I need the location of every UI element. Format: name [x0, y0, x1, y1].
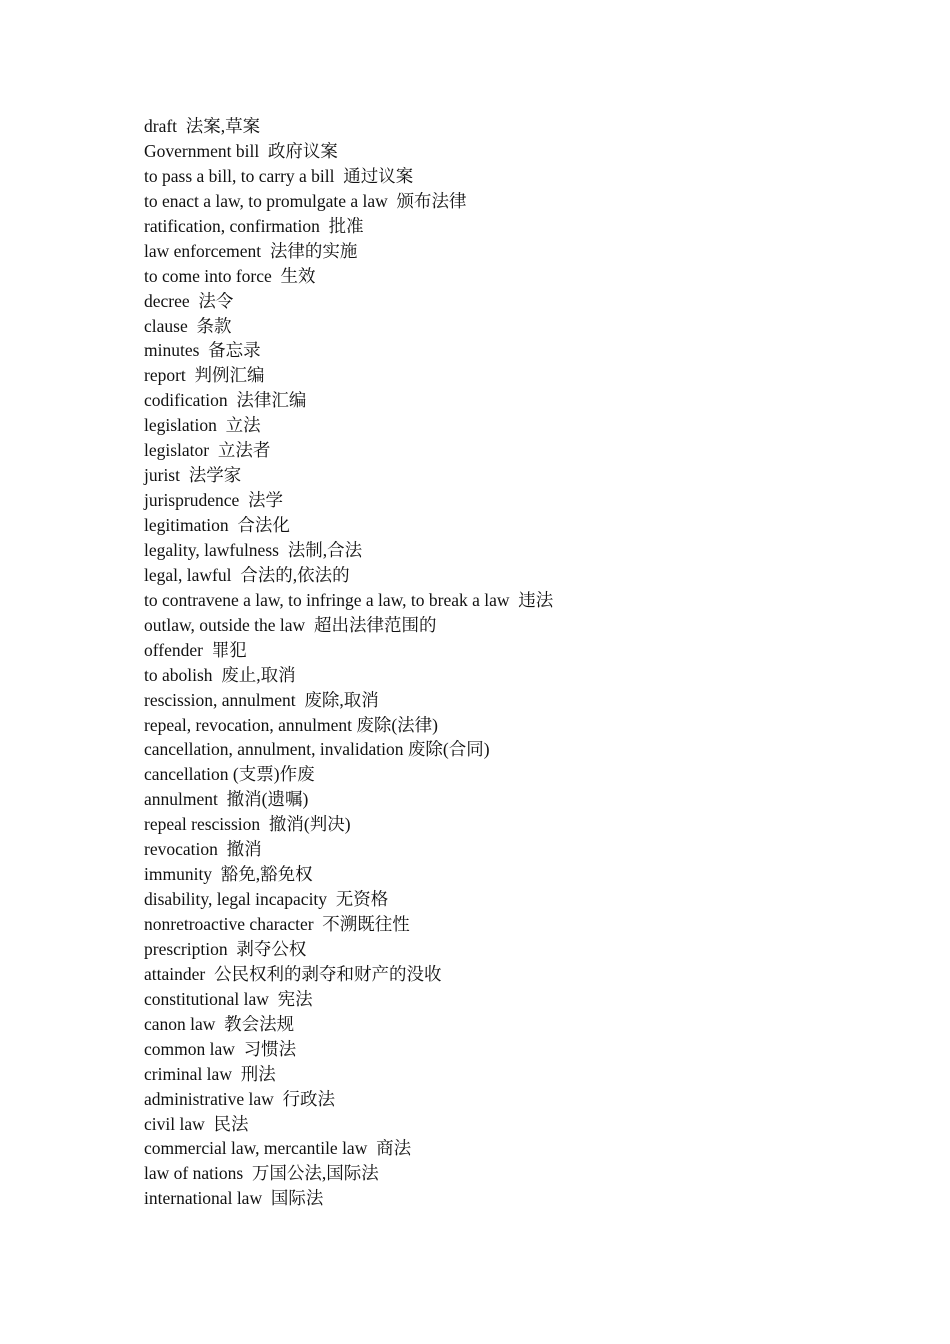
glossary-entry: outlaw, outside the law 超出法律范围的 [144, 614, 437, 635]
glossary-entry: decree 法令 [144, 290, 234, 311]
glossary-entry: report 判例汇编 [144, 365, 265, 386]
glossary-entry: legality, lawfulness 法制,合法 [144, 539, 363, 560]
legal-glossary-list [144, 114, 553, 1211]
glossary-entry: nonretroactive character 不溯既往性 [144, 914, 410, 934]
glossary-entry: administrative law 行政法 [144, 1088, 336, 1109]
glossary-entry: legal, lawful 合法的,依法的 [144, 564, 350, 585]
glossary-entry: criminal law 刑法 [144, 1063, 276, 1084]
glossary-entry: repeal, revocation, annulment 废除(法律) [144, 714, 438, 735]
glossary-entry: to contravene a law, to infringe a law, to break a law 违法 [144, 589, 554, 610]
glossary-entry: clause 条款 [144, 315, 232, 336]
glossary-entry: ratification, confirmation 批准 [144, 215, 364, 236]
glossary-entry: prescription 剥夺公权 [144, 938, 307, 959]
glossary-entry: repeal rescission 撤消(判决) [144, 814, 351, 835]
glossary-entry: constitutional law 宪法 [144, 988, 313, 1009]
glossary-entry: annulment 撤消(遗嘱) [144, 789, 309, 810]
glossary-entry: legitimation 合法化 [144, 515, 290, 535]
glossary-entry: international law 国际法 [144, 1188, 324, 1209]
glossary-entry: Government bill 政府议案 [144, 140, 338, 161]
glossary-entry: to abolish 废止,取消 [144, 664, 296, 685]
glossary-entry: disability, legal incapacity 无资格 [144, 889, 389, 910]
glossary-entry: draft 法案,草案 [144, 116, 261, 136]
glossary-entry: legislator 立法者 [144, 440, 271, 461]
glossary-entry: commercial law, mercantile law 商法 [144, 1138, 412, 1159]
glossary-entry: jurist 法学家 [144, 465, 242, 486]
glossary-entry: common law 习惯法 [144, 1038, 297, 1059]
glossary-entry: revocation 撤消 [144, 839, 262, 860]
glossary-entry: to enact a law, to promulgate a law 颁布法律 [144, 190, 467, 211]
glossary-entry: immunity 豁免,豁免权 [144, 864, 313, 885]
glossary-entry: attainder 公民权利的剥夺和财产的没收 [144, 963, 442, 984]
glossary-entry: cancellation (支票)作废 [144, 764, 315, 785]
glossary-entry: canon law 教会法规 [144, 1013, 295, 1034]
glossary-entry: legislation 立法 [144, 415, 261, 436]
glossary-entry: law of nations 万国公法,国际法 [144, 1163, 379, 1184]
glossary-entry: to come into force 生效 [144, 265, 316, 286]
glossary-entry: to pass a bill, to carry a bill 通过议案 [144, 165, 414, 186]
glossary-entry: codification 法律汇编 [144, 390, 307, 411]
glossary-entry: civil law 民法 [144, 1113, 249, 1134]
glossary-entry: offender 罪犯 [144, 639, 247, 660]
glossary-entry: jurisprudence 法学 [144, 490, 283, 511]
glossary-entry: minutes 备忘录 [144, 340, 261, 361]
glossary-entry: rescission, annulment 废除,取消 [144, 689, 379, 710]
glossary-entry: law enforcement 法律的实施 [144, 240, 358, 261]
glossary-entry: cancellation, annulment, invalidation 废除(合同) [144, 739, 490, 760]
